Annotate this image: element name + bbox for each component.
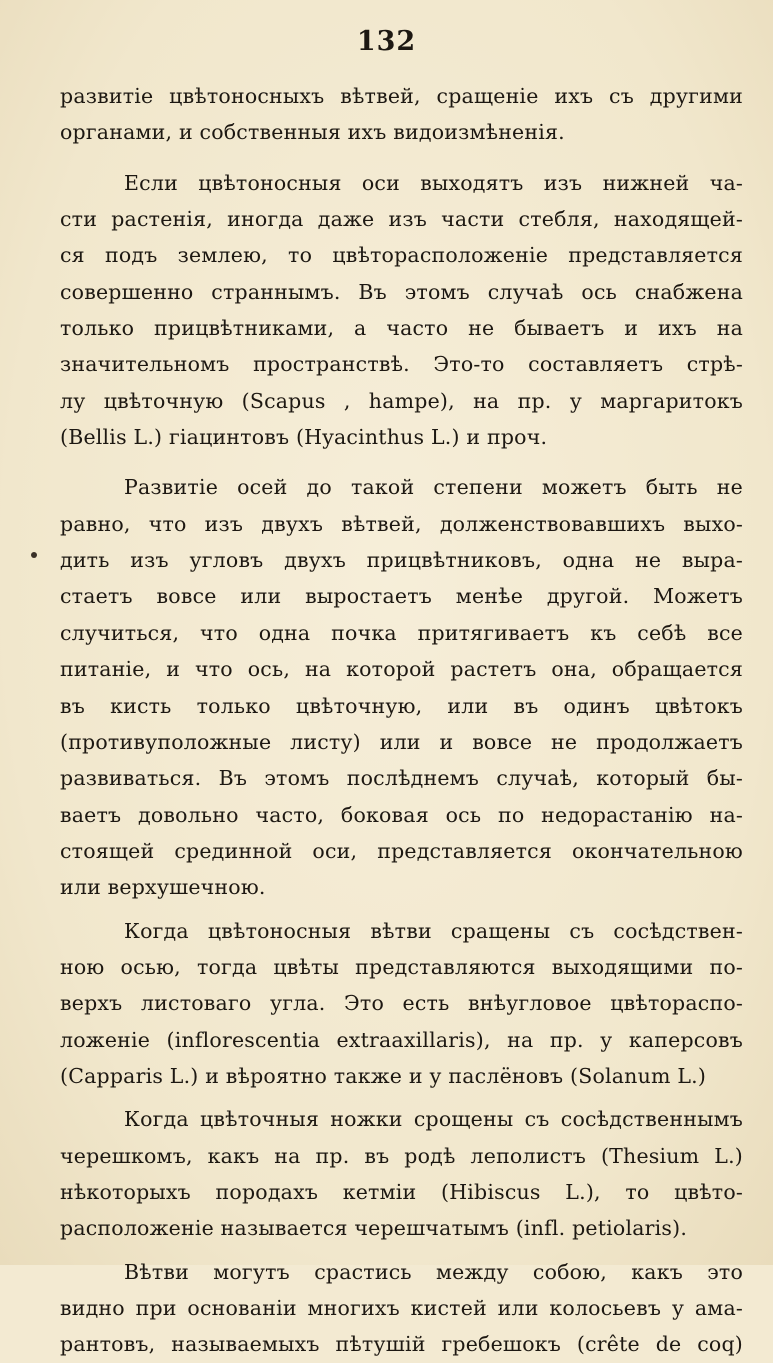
- text-line: верхъ листоваго угла. Это есть внѣугловое цвѣтораспо-: [60, 991, 743, 1016]
- paragraph-4: [60, 913, 743, 1095]
- text-line: стоящей срединной оси, представляется окончательною: [60, 838, 743, 863]
- text-line: ною осью, тогда цвѣты представляются выходящими по-: [60, 954, 743, 979]
- paragraph-2: [60, 165, 743, 456]
- text-line: значительномъ пространствѣ. Это-то составляетъ стрѣ-: [60, 352, 743, 377]
- text-line: видно при основаніи многихъ кистей или колосьевъ у ама-: [60, 1296, 743, 1320]
- text-line: рантовъ, называемыхъ пѣтушій гребешокъ (crête de coq): [60, 1332, 743, 1357]
- text-line: только прицвѣтниками, а часто не бываетъ и ихъ на: [60, 316, 743, 341]
- text-line: или верхушечною.: [60, 875, 266, 900]
- text-line: Когда цвѣтоносныя вѣтви сращены съ сосѣдствен-: [124, 918, 743, 943]
- paragraph-1: [60, 78, 743, 151]
- text-line: въ кисть только цвѣточную, или въ одинъ цвѣтокъ: [60, 693, 743, 718]
- text-line: ся подъ землею, то цвѣторасположеніе представляется: [60, 243, 743, 268]
- text-line: равно, что изъ двухъ вѣтвей, долженствовавшихъ выхо-: [60, 511, 743, 536]
- paragraph-5: [60, 1101, 743, 1246]
- paragraph-3: [60, 469, 743, 905]
- text-line: развиваться. Въ этомъ послѣднемъ случаѣ, который бы-: [60, 766, 743, 791]
- text-line: ваетъ довольно часто, боковая ось по недорастанію на-: [60, 802, 743, 827]
- text-line: Развитіе осей до такой степени можетъ быть не: [124, 475, 743, 500]
- page-number: 132: [356, 26, 417, 57]
- paragraph-6: [60, 1254, 743, 1363]
- text-line: (Capparis L.) и вѣроятно также и у паслёновъ (Solanum L.): [60, 1063, 707, 1088]
- text-line: (Bellis L.) гіацинтовъ (Hyacinthus L.) и проч.: [60, 425, 548, 450]
- text-line: расположеніе называется черешчатымъ (infl. petiolaris).: [60, 1216, 688, 1241]
- text-line: совершенно страннымъ. Въ этомъ случаѣ ось снабжена: [60, 279, 743, 304]
- text-line: черешкомъ, какъ на пр. въ родѣ леполистъ (Thesium L.): [60, 1143, 743, 1168]
- text-line: дить изъ угловъ двухъ прицвѣтниковъ, одна не выра-: [60, 548, 743, 573]
- text-line: лу цвѣточную (Scapus , hampe), на пр. у маргаритокъ: [60, 388, 743, 413]
- text-line: случиться, что одна почка притягиваетъ къ себѣ все: [60, 620, 743, 645]
- text-line: ложеніе (inflorescentia extraaxillaris), на пр. у каперсовъ: [60, 1027, 743, 1052]
- text-line: Если цвѣтоносныя оси выходятъ изъ нижней ча-: [124, 170, 743, 195]
- text-line: питаніе, и что ось, на которой растетъ она, обращается: [60, 657, 743, 682]
- text-line: сти растенія, иногда даже изъ части стебля, находящей-: [60, 207, 743, 232]
- text-line: нѣкоторыхъ породахъ кетміи (Hibiscus L.), то цвѣто-: [60, 1179, 743, 1204]
- page-body: [60, 78, 743, 1363]
- text-line: Вѣтви могутъ срастись между собою, какъ это: [124, 1259, 743, 1284]
- text-line: Когда цвѣточныя ножки срощены съ сосѣдственнымъ: [124, 1107, 743, 1132]
- margin-mark: [31, 552, 37, 558]
- text-line: органами, и собственныя ихъ видоизмѣненія.: [60, 120, 565, 145]
- text-line: (противуположные листу) или и вовсе не продолжаетъ: [60, 729, 743, 754]
- text-line: стаетъ вовсе или выростаетъ менѣе другой. Можетъ: [60, 584, 743, 609]
- text-line: развитіе цвѣтоносныхъ вѣтвей, сращеніе ихъ съ другими: [60, 84, 743, 108]
